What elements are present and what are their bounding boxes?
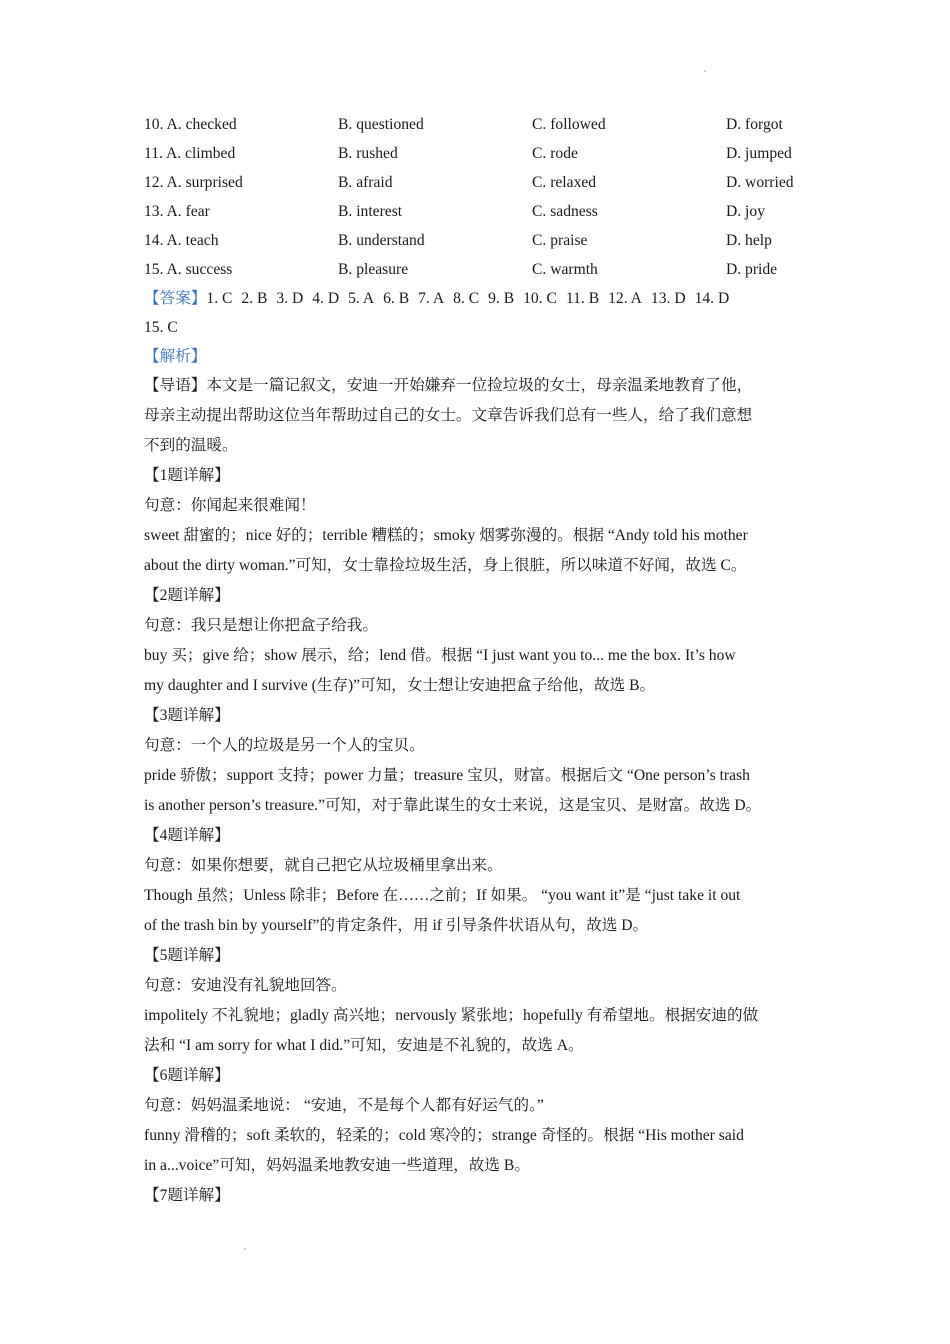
text-line: 法和 “I am sorry for what I did.”可知，安迪是不礼貌的，故选 A。 <box>144 1037 584 1054</box>
answer-label: 【答案】 <box>144 290 207 307</box>
answer-list <box>206 290 738 307</box>
text-line: 句意：一个人的垃圾是另一个人的宝贝。 <box>144 737 425 754</box>
option-cell: B. afraid <box>338 174 393 191</box>
answer-item: 15. C <box>144 319 178 336</box>
text-line: 母亲主动提出帮助这位当年帮助过自己的女士。文章告诉我们总有一些人，给了我们意想 <box>144 407 753 424</box>
text-line: 【5题详解】 <box>144 947 230 964</box>
option-cell <box>144 110 338 139</box>
option-cell: C. rode <box>532 145 578 162</box>
option-row <box>144 197 824 226</box>
text-line: 【2题详解】 <box>144 587 230 604</box>
text-line: impolitely 不礼貌地；gladly 高兴地；nervously 紧张地；hopefully 有希望地。根据安迪的做 <box>144 1007 759 1024</box>
option-cell: D. help <box>726 232 772 249</box>
question-number: 10. <box>144 116 164 133</box>
text-line: 【1题详解】 <box>144 467 230 484</box>
footer-dot <box>244 1248 246 1250</box>
text-line: my daughter and I survive (生存)”可知，女士想让安迪把盒子给他，故选 B。 <box>144 677 656 694</box>
answer-item: 11. B <box>565 290 600 307</box>
option-cell: D. pride <box>726 261 778 278</box>
question-number: 13. <box>144 203 164 220</box>
option-text: A. surprised <box>166 174 243 191</box>
option-cell: D. worried <box>726 174 794 191</box>
text-line: about the dirty woman.”可知，女士靠捡垃圾生活，身上很脏，所以味道不好闻，故选 C。 <box>144 557 747 574</box>
text-line: Though 虽然；Unless 除非；Before 在……之前；If 如果。 “you want it”是 “just take it out <box>144 887 741 904</box>
text-line: 句意：安迪没有礼貌地回答。 <box>144 977 347 994</box>
answer-item: 13. D <box>650 290 686 307</box>
analysis-label: 【解析】 <box>144 348 207 365</box>
text-line: sweet 甜蜜的；nice 好的；terrible 糟糕的；smoky 烟雾弥漫的。根据 “Andy told his mother <box>144 527 748 544</box>
option-cell: C. praise <box>532 232 588 249</box>
option-cell: B. rushed <box>338 145 398 162</box>
option-cell <box>144 197 338 226</box>
answer-item: 8. C <box>453 290 480 307</box>
option-text: A. success <box>166 261 233 278</box>
answer-item: 7. A <box>418 290 445 307</box>
option-cell: C. sadness <box>532 203 598 220</box>
text-line: 【4题详解】 <box>144 827 230 844</box>
option-text: A. checked <box>166 116 237 133</box>
text-line: funny 滑稽的；soft 柔软的，轻柔的；cold 寒冷的；strange 奇怪的。根据 “His mother said <box>144 1127 744 1144</box>
option-cell: B. pleasure <box>338 261 409 278</box>
answer-line <box>144 284 824 313</box>
text-line: is another person’s treasure.”可知，对于靠此谋生的女士来说，这是宝贝、是财富。故选 D。 <box>144 797 762 814</box>
text-line: of the trash bin by yourself”的肯定条件，用 if 引导条件状语从句，故选 D。 <box>144 917 649 934</box>
text-line: 句意：妈妈温柔地说： “安迪，不是每个人都有好运气的。” <box>144 1097 544 1114</box>
question-number: 11. <box>144 145 163 162</box>
text-line: 句意：你闻起来很难闻！ <box>144 497 316 514</box>
option-table <box>144 110 824 284</box>
answer-item: 9. B <box>488 290 515 307</box>
option-cell: D. joy <box>726 203 765 220</box>
text-line: 句意：如果你想要，就自己把它从垃圾桶里拿出来。 <box>144 857 503 874</box>
analysis-heading <box>144 342 824 371</box>
option-row <box>144 139 824 168</box>
option-cell <box>144 255 338 284</box>
option-text: A. climbed <box>165 145 236 162</box>
answer-item: 4. D <box>312 290 340 307</box>
answer-item: 3. D <box>276 290 304 307</box>
option-cell <box>144 168 338 197</box>
text-line: 【导语】本文是一篇记叙文，安迪一开始嫌弃一位捡垃圾的女士，母亲温柔地教育了他， <box>144 377 753 394</box>
answer-item: 1. C <box>206 290 233 307</box>
option-cell <box>144 139 338 168</box>
header-dot <box>704 70 706 72</box>
text-line: 不到的温暖。 <box>144 437 238 454</box>
analysis-body <box>144 371 824 1211</box>
option-row <box>144 168 824 197</box>
option-cell: C. followed <box>532 116 606 133</box>
option-cell: B. understand <box>338 232 425 249</box>
answer-item: 5. A <box>348 290 375 307</box>
answer-line-2 <box>144 313 824 342</box>
text-line: buy 买；give 给；show 展示，给；lend 借。根据 “I just want you to... me the box. It’s how <box>144 647 736 664</box>
option-cell: D. jumped <box>726 145 792 162</box>
option-cell: B. questioned <box>338 116 424 133</box>
option-row <box>144 255 824 284</box>
option-text: A. teach <box>166 232 219 249</box>
text-line: 【6题详解】 <box>144 1067 230 1084</box>
option-row <box>144 110 824 139</box>
question-number: 12. <box>144 174 164 191</box>
answer-item: 2. B <box>241 290 268 307</box>
text-line: 【3题详解】 <box>144 707 230 724</box>
answer-item: 10. C <box>523 290 557 307</box>
page-content <box>144 110 824 1211</box>
question-number: 14. <box>144 232 164 249</box>
answer-item: 12. A <box>608 290 642 307</box>
option-cell <box>144 226 338 255</box>
option-cell: D. forgot <box>726 116 783 133</box>
text-line: in a...voice”可知，妈妈温柔地教安迪一些道理，故选 B。 <box>144 1157 530 1174</box>
text-line: 【7题详解】 <box>144 1187 230 1204</box>
text-line: 句意：我只是想让你把盒子给我。 <box>144 617 378 634</box>
option-row <box>144 226 824 255</box>
answer-item: 14. D <box>694 290 730 307</box>
question-number: 15. <box>144 261 164 278</box>
option-cell: C. relaxed <box>532 174 597 191</box>
text-line: pride 骄傲；support 支持；power 力量；treasure 宝贝，财富。根据后文 “One person’s trash <box>144 767 750 784</box>
option-text: A. fear <box>166 203 210 220</box>
answer-item: 6. B <box>383 290 410 307</box>
option-cell: B. interest <box>338 203 403 220</box>
option-cell: C. warmth <box>532 261 598 278</box>
